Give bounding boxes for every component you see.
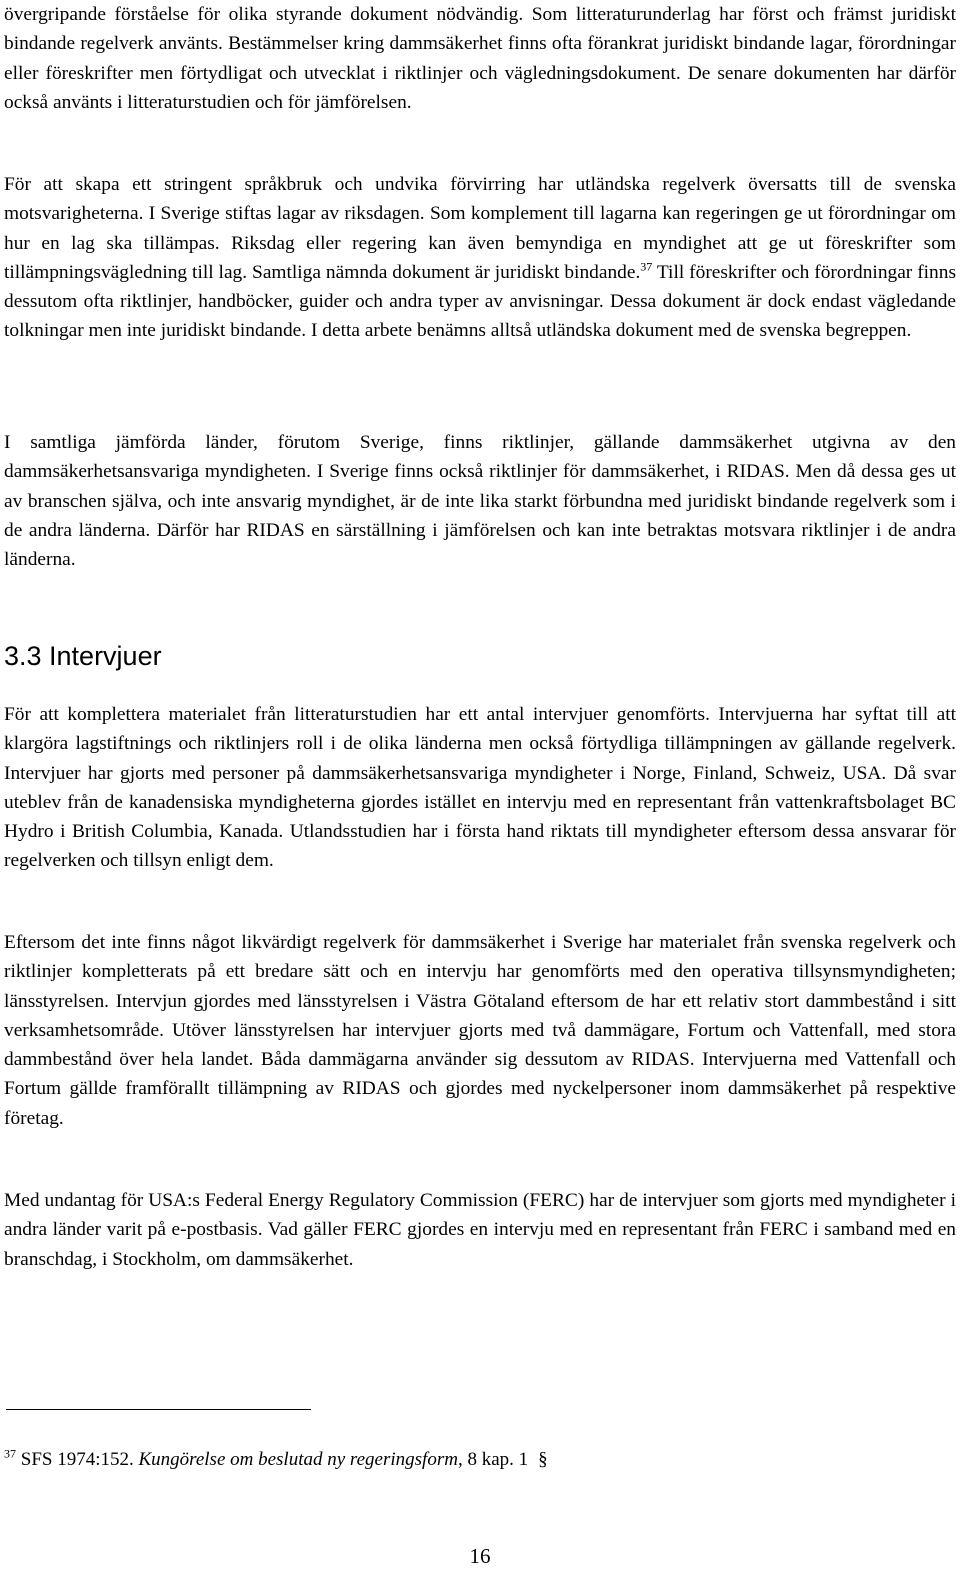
footnote-rest: , 8 kap. 1 <box>457 1449 529 1470</box>
document-page <box>4 0 956 1572</box>
paragraph-guidelines: I samtliga jämförda länder, förutom Sverige, finns riktlinjer, gällande dammsäkerhet utgivna av den dammsäkerhetsansvariga myndigheten. I Sverige finns också riktlinjer för dammsäkerhet, i RIDAS. Men då dessa ges ut av branschen själva, och inte ansvarig myndighet, är de inte lika starkt förbundna med juridiskt bindande regelverk som i de andra länderna. Därför har RIDAS en särställning i jämförelsen och kan inte betraktas motsvara riktlinjer i de andra länderna. <box>4 432 956 571</box>
paragraph-interviews: För att komplettera materialet från litteraturstudien har ett antal intervjuer genomförts. Intervjuerna har syftat till att klargöra lagstiftnings och riktlinjers roll i de olika länderna men också förtydliga tillämpningen av gällande regelverk. Intervjuer har gjorts med personer på dammsäkerhetsansvariga myndigheter i Norge, Finland, Schweiz, USA. Då svar uteblev från de kanadensiska myndigheterna gjordes istället en intervju med en representant från vattenkraftsbolaget BC Hydro i British Columbia, Kanada. Utlandsstudien har i första hand riktats till myndigheter eftersom dessa ansvarar för regelverken och tillsyn enligt dem. <box>4 704 956 872</box>
footnote-number: 37 <box>4 1446 16 1461</box>
paragraph-terminology <box>4 170 956 346</box>
paragraph-terminology-part2: Till föreskrifter och förordningar finns dessutom ofta riktlinjer, handböcker, guider och andra typer av anvisningar. Dessa dokument är dock endast vägledande tolkningar men inte juridiskt bindande. I detta arbete benämns alltså utländska dokument med de svenska begreppen. <box>4 261 956 342</box>
section-sign: § <box>538 1449 548 1470</box>
footnote <box>4 1446 548 1474</box>
section-heading: 3.3 Intervjuer <box>4 641 162 671</box>
footnote-ref: SFS 1974:152. <box>20 1449 139 1470</box>
footnote-reference[interactable]: 37 <box>640 259 653 274</box>
paragraph-swedish-material: Eftersom det inte finns något likvärdigt regelverk för dammsäkerhet i Sverige har materialet från svenska regelverk och riktlinjer kompletterats på ett bredare sätt och en intervju har genomförts med den operativa tillsynsmyndigheten; länsstyrelsen. Intervjun gjordes med länsstyrelsen i Västra Götaland eftersom de har ett relativ stort dammbestånd i sitt verksamhetsområde. Utöver länsstyrelsen har intervjuer gjorts med två dammägare, Fortum och Vattenfall, med stora dammbestånd över hela landet. Båda dammägarna använder sig dessutom av RIDAS. Intervjuerna med Vattenfall och Fortum gällde framförallt tillämpning av RIDAS och gjordes med nyckelpersoner inom dammsäkerhet på respektive företag. <box>4 932 956 1129</box>
footnote-separator <box>6 1409 311 1410</box>
page-number: 16 <box>469 1544 491 1568</box>
footnote-title: Kungörelse om beslutad ny regeringsform <box>138 1449 458 1470</box>
paragraph-intro: övergripande förståelse för olika styrande dokument nödvändig. Som litteraturunderlag har först och främst juridiskt bindande regelverk använts. Bestämmelser kring dammsäkerhet finns ofta förankrat juridiskt bindande lagar, förordningar eller föreskrifter men förtydligat och utvecklat i riktlinjer och vägledningsdokument. De senare dokumenten har därför också använts i litteraturstudien och för jämförelsen. <box>4 4 956 113</box>
paragraph-terminology-part1: För att skapa ett stringent språkbruk och undvika förvirring har utländska regelverk översatts till de svenska motsvarigheterna. I Sverige stiftas lagar av riksdagen. Som komplement till lagarna kan regeringen ge ut förordningar om hur en lag ska tillämpas. Riksdag eller regering kan även bemyndiga en myndighet att ge ut föreskrifter som tillämpningsvägledning till lag. Samtliga nämnda dokument är juridiskt bindande. <box>4 174 956 283</box>
paragraph-ferc: Med undantag för USA:s Federal Energy Regulatory Commission (FERC) har de intervjuer som gjorts med myndigheter i andra länder varit på e-postbasis. Vad gäller FERC gjordes en intervju med en representant från FERC i samband med en branschdag, i Stockholm, om dammsäkerhet. <box>4 1190 956 1270</box>
